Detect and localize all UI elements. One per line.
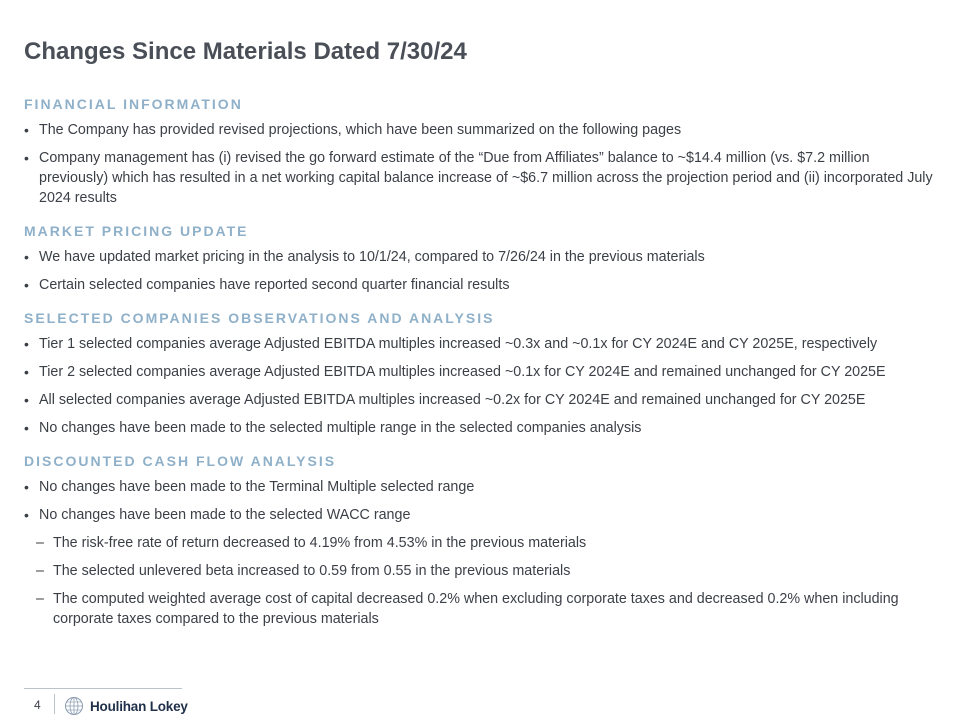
bullet-item (24, 390, 940, 410)
bullet-marker: • (24, 364, 29, 380)
section-header: MARKET PRICING UPDATE (24, 223, 249, 239)
bullet-marker: • (24, 420, 29, 436)
bullet-marker: • (24, 336, 29, 352)
section-header: FINANCIAL INFORMATION (24, 96, 243, 112)
bullet-text: We have updated market pricing in the analysis to 10/1/24, compared to 7/26/24 in the previous materials (39, 249, 705, 265)
bullet-item (24, 275, 940, 295)
bullet-text: No changes have been made to the selected WACC range (39, 507, 411, 523)
logo-text: Houlihan Lokey (90, 698, 188, 714)
bullet-item (24, 148, 940, 208)
bullet-text: No changes have been made to the selected multiple range in the selected companies analysis (39, 420, 642, 436)
bullet-marker: • (24, 150, 29, 166)
bullet-text: All selected companies average Adjusted EBITDA multiples increased ~0.2x for CY 2024E and remained unchanged for CY 2025E (39, 392, 866, 408)
bullet-text: No changes have been made to the Terminal Multiple selected range (39, 479, 475, 495)
dash-marker: – (36, 591, 44, 607)
bullet-item (24, 247, 940, 267)
bullet-item (24, 362, 940, 382)
bullet-text: Tier 2 selected companies average Adjusted EBITDA multiples increased ~0.1x for CY 2024E and remained unchanged for CY 2025E (39, 364, 886, 380)
bullet-text: Tier 1 selected companies average Adjusted EBITDA multiples increased ~0.3x and ~0.1x for CY 2024E and CY 2025E, respectively (39, 336, 878, 352)
content-body (24, 94, 940, 637)
sub-bullet-item (24, 533, 940, 553)
bullet-item (24, 418, 940, 438)
bullet-text: The Company has provided revised projections, which have been summarized on the following pages (39, 122, 682, 138)
bullet-item (24, 120, 940, 140)
bullet-item (24, 505, 940, 525)
bullet-marker: • (24, 392, 29, 408)
dash-marker: – (36, 563, 44, 579)
bullet-marker: • (24, 122, 29, 138)
bullet-text: Certain selected companies have reported second quarter financial results (39, 277, 510, 293)
sub-bullet-item (24, 589, 940, 629)
bullet-marker: • (24, 507, 29, 523)
bullet-item (24, 334, 940, 354)
bullet-text: The selected unlevered beta increased to 0.59 from 0.55 in the previous materials (53, 563, 571, 579)
bullet-text: The computed weighted average cost of capital decreased 0.2% when excluding corporate taxes and decreased 0.2% when including corporate taxes compared to the previous materials (53, 591, 899, 627)
footer-rule (24, 688, 182, 689)
bullet-text: Company management has (i) revised the go forward estimate of the “Due from Affiliates” balance to ~$14.4 million (vs. $7.2 million previously) which has resulted in a net working capital balance increase of ~$6.7 million across the projection period and (ii) incorporated July 2024 results (39, 150, 933, 206)
page-title: Changes Since Materials Dated 7/30/24 (24, 38, 467, 65)
bullet-marker: • (24, 249, 29, 265)
bullet-marker: • (24, 479, 29, 495)
bullet-marker: • (24, 277, 29, 293)
page-number: 4 (34, 698, 41, 712)
bullet-item (24, 477, 940, 497)
bullet-text: The risk-free rate of return decreased to 4.19% from 4.53% in the previous materials (53, 535, 587, 551)
section-header: DISCOUNTED CASH FLOW ANALYSIS (24, 453, 337, 469)
sub-bullet-item (24, 561, 940, 581)
globe-icon (64, 696, 84, 716)
section-header: SELECTED COMPANIES OBSERVATIONS AND ANALYSIS (24, 310, 495, 326)
dash-marker: – (36, 535, 44, 551)
company-logo (64, 696, 188, 716)
footer-divider (54, 694, 55, 714)
